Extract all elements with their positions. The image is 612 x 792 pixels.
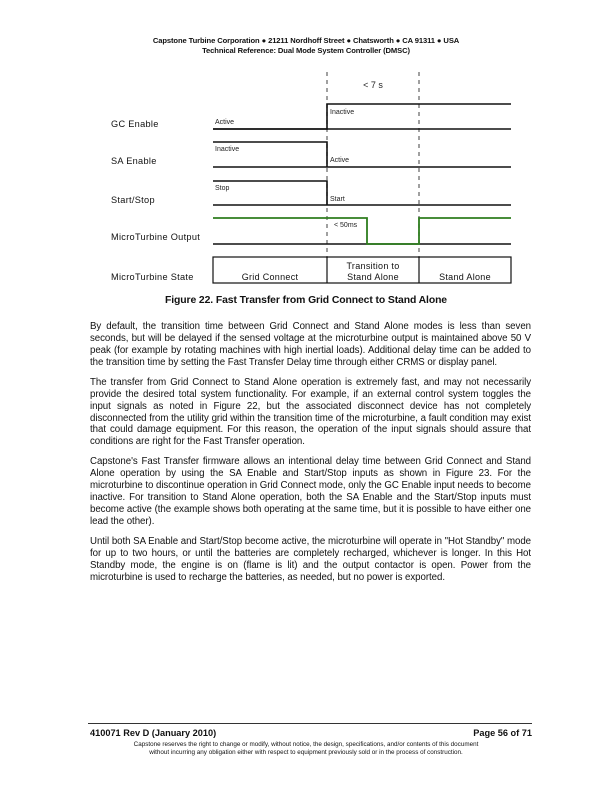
paragraph: Until both SA Enable and Start/Stop become active, the microturbine will operate in "Hot Standby" mode for up to two hours, or until the batteries are completely recharged, whichever is longer. In this Hot Standby mode, the engine is on (flame is lit) and the output contactor is open. Power from the microturbine is used to recharge the batteries, as needed, but no power is exported. bbox=[90, 536, 531, 583]
state-stand-alone: Stand Alone bbox=[439, 272, 491, 282]
sa-enable-before-label: Inactive bbox=[215, 146, 240, 153]
signal-label-gc-enable: GC Enable bbox=[111, 119, 159, 129]
signal-label-output: MicroTurbine Output bbox=[111, 232, 201, 242]
header-company-line: Capstone Turbine Corporation ● 21211 Nordhoff Street ● Chatsworth ● CA 91311 ● USA bbox=[152, 36, 460, 45]
disclaimer-line-2: without incurring any obligation either with respect to equipment previously sold or in the process of construction. bbox=[149, 749, 463, 756]
footer-divider bbox=[88, 723, 532, 724]
state-table bbox=[213, 257, 511, 283]
gc-enable-before-label: Active bbox=[215, 119, 235, 126]
output-waveform bbox=[213, 218, 511, 244]
state-transition-line1: Transition to bbox=[346, 261, 400, 271]
signal-label-start-stop: Start/Stop bbox=[111, 195, 155, 205]
signal-label-state: MicroTurbine State bbox=[111, 272, 194, 282]
page-number: Page 56 of 71 bbox=[473, 728, 532, 738]
start-stop-after-label: Start bbox=[330, 196, 345, 203]
gc-enable-waveform bbox=[213, 104, 511, 129]
start-stop-waveform bbox=[213, 181, 511, 205]
timing-diagram bbox=[0, 0, 612, 300]
disclaimer-line-1: Capstone reserves the right to change or modify, without notice, the design, specifications, and/or contents of this document bbox=[133, 741, 479, 748]
state-transition-line2: Stand Alone bbox=[347, 272, 399, 282]
paragraph: The transfer from Grid Connect to Stand Alone operation is extremely fast, and may not necessarily provide the desired total system functionality. For example, if an external control system toggles the input signals as noted in Figure 22, but the associated disconnect device has not completely disconnected from the utility grid within the transition time of the microturbine, a fault condition may exist that could damage equipment. For this reason, the operation of the input signals should assure that conditions are right for the Fast Transfer operation. bbox=[90, 376, 531, 448]
signal-label-sa-enable: SA Enable bbox=[111, 156, 157, 166]
start-stop-before-label: Stop bbox=[215, 185, 230, 192]
footer-disclaimer bbox=[0, 741, 612, 757]
paragraph: Capstone's Fast Transfer firmware allows an intentional delay time between Grid Connect and Stand Alone operation by using the SA Enable and Start/Stop inputs as shown in Figure 23. For the microturbine to discontinue operation in Grid Connect mode, only the GC Enable input needs to become inactive. For transition to Stand Alone operation, both the SA Enable and the Start/Stop inputs must become active (the example shows both operating at the same time, but it is possible to have either one lead the other). bbox=[90, 456, 531, 527]
header-title-line: Technical Reference: Dual Mode System Controller (DMSC) bbox=[202, 46, 410, 55]
figure-caption: Figure 22. Fast Transfer from Grid Connect to Stand Alone bbox=[164, 295, 447, 306]
interval-label: < 7 s bbox=[363, 80, 383, 90]
paragraph: By default, the transition time between Grid Connect and Stand Alone modes is less than seven seconds, but will be delayed if the sensed voltage at the microturbine output is maintained above 50 V peak (for example by rotating machines with high inertial loads). Additional delay time can be added to the transition time by setting the Fast Transfer Delay time through either CRMS or display panel. bbox=[90, 321, 531, 368]
sa-enable-waveform bbox=[213, 142, 511, 167]
body-text bbox=[90, 321, 531, 592]
sa-enable-after-label: Active bbox=[330, 157, 350, 164]
state-grid-connect: Grid Connect bbox=[241, 272, 299, 282]
gc-enable-after-label: Inactive bbox=[330, 109, 355, 116]
output-dropout-label: < 50ms bbox=[334, 222, 358, 229]
document-id: 410071 Rev D (January 2010) bbox=[90, 728, 217, 738]
